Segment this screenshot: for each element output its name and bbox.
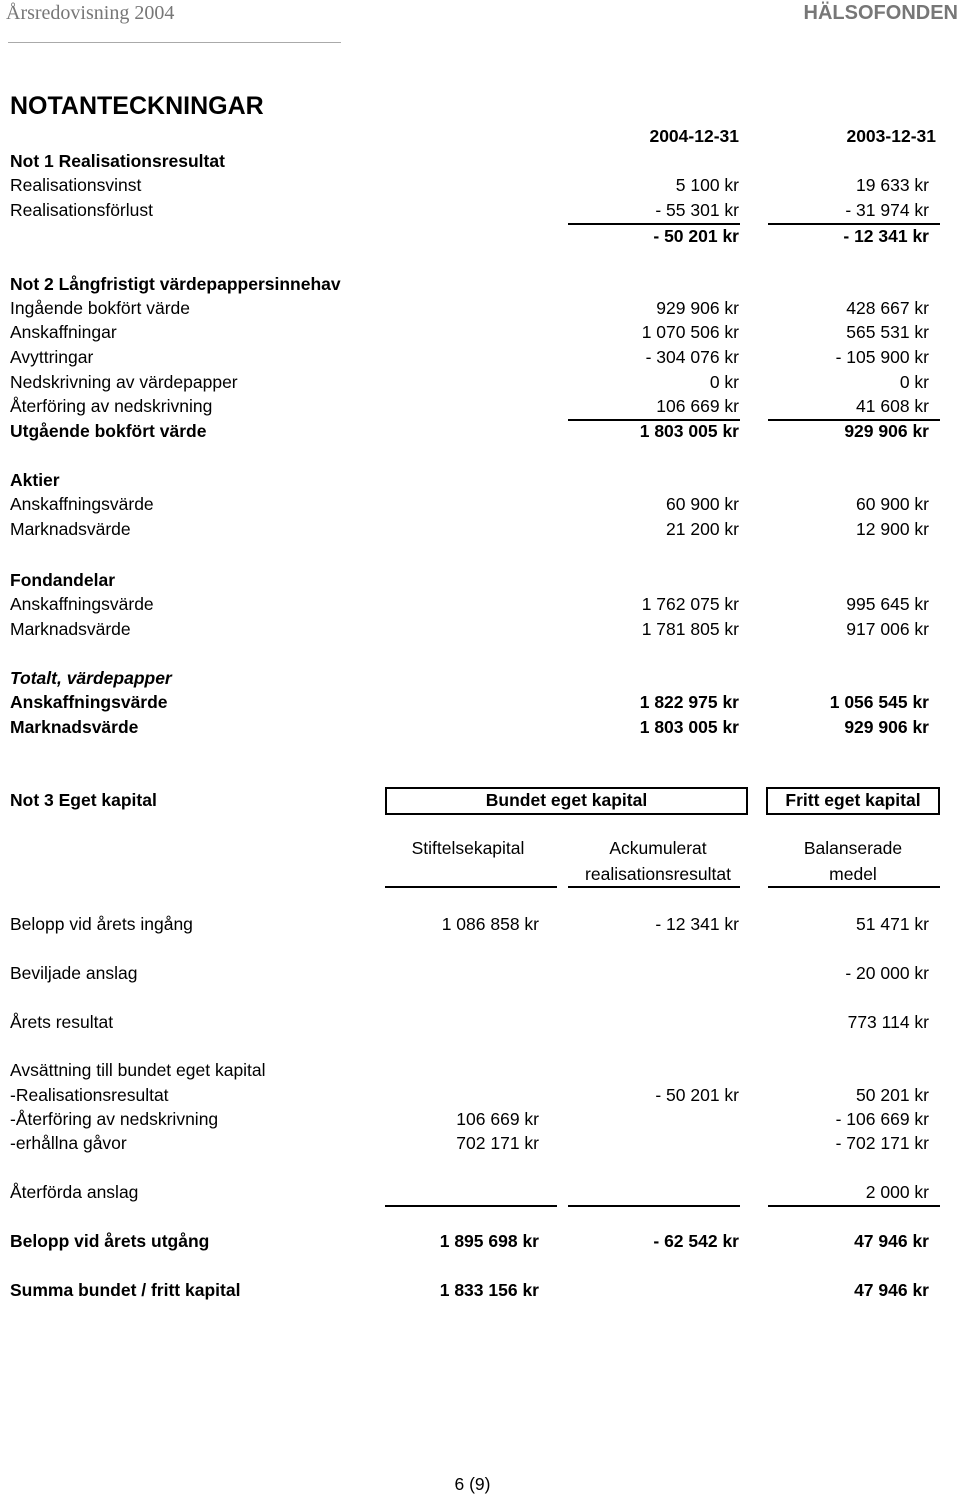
note1-total-2003: - 12 341 kr — [843, 226, 929, 246]
note2-row-value-2004: 929 906 kr — [656, 298, 739, 318]
note1-row-value-2004: - 55 301 kr — [655, 200, 739, 220]
note2-total-2004: 1 803 005 kr — [639, 421, 739, 441]
note2-total-2003: 929 906 kr — [844, 421, 929, 441]
aktier-value-2003: 60 900 kr — [856, 494, 929, 514]
note1-row-value-2004: 5 100 kr — [675, 175, 739, 195]
note2-row-label: Nedskrivning av värdepapper — [10, 372, 238, 392]
sum-rule — [385, 1205, 557, 1207]
note2-row-value-2003: 565 531 kr — [846, 322, 929, 342]
totalt-heading: Totalt, värdepapper — [10, 668, 172, 688]
note2-row-label: Ingående bokfört värde — [10, 298, 190, 318]
real-c3: 50 201 kr — [856, 1085, 929, 1105]
header-rule — [568, 886, 740, 888]
totalt-value-2003: 1 056 545 kr — [829, 692, 929, 712]
note3-heading: Not 3 Eget kapital — [10, 790, 157, 810]
fondandelar-value-2004: 1 781 805 kr — [641, 619, 739, 639]
note2-row-value-2004: 106 669 kr — [656, 396, 739, 416]
avsattning-label: Avsättning till bundet eget kapital — [10, 1060, 266, 1080]
note1-row-label: Realisationsförlust — [10, 200, 153, 220]
aktier-row-label: Anskaffningsvärde — [10, 494, 154, 514]
col-balanserade-line2: medel — [829, 864, 877, 884]
aterforda-label: Återförda anslag — [10, 1182, 139, 1202]
ingang-label: Belopp vid årets ingång — [10, 914, 193, 934]
note2-row-value-2003: - 105 900 kr — [835, 347, 929, 367]
real-label: -Realisationsresultat — [10, 1085, 169, 1105]
col-ackumulerat-line1: Ackumulerat — [609, 838, 707, 858]
real-c2: - 50 201 kr — [655, 1085, 739, 1105]
sum-rule — [768, 223, 940, 225]
note2-row-value-2004: 1 070 506 kr — [641, 322, 739, 342]
sum-rule — [768, 1205, 940, 1207]
note2-row-value-2003: 0 kr — [899, 372, 929, 392]
resultat-c3: 773 114 kr — [847, 1012, 929, 1032]
note1-row-value-2003: 19 633 kr — [856, 175, 929, 195]
fondandelar-value-2003: 995 645 kr — [846, 594, 929, 614]
fritt-eget-kapital-box: Fritt eget kapital — [766, 787, 940, 815]
note2-row-value-2004: 0 kr — [709, 372, 739, 392]
totalt-value-2004: 1 803 005 kr — [639, 717, 739, 737]
note2-heading: Not 2 Långfristigt värdepappersinnehav — [10, 274, 341, 294]
note2-row-label: Anskaffningar — [10, 322, 117, 342]
col-balanserade-line1: Balanserade — [803, 838, 903, 858]
header-rule — [385, 886, 557, 888]
utgang-c1: 1 895 698 kr — [439, 1231, 539, 1251]
sum-rule — [568, 223, 740, 225]
page-title: NOTANTECKNINGAR — [10, 92, 264, 120]
totalt-row-label: Marknadsvärde — [10, 717, 139, 737]
fondandelar-heading: Fondandelar — [10, 570, 116, 590]
ingang-c2: - 12 341 kr — [655, 914, 739, 934]
note1-total-2004: - 50 201 kr — [653, 226, 739, 246]
aktier-heading: Aktier — [10, 470, 60, 490]
header-rule — [768, 886, 940, 888]
utgang-c2: - 62 542 kr — [653, 1231, 739, 1251]
col-header-2003: 2003-12-31 — [846, 126, 936, 146]
beviljade-label: Beviljade anslag — [10, 963, 138, 983]
fondandelar-value-2004: 1 762 075 kr — [641, 594, 739, 614]
utgang-c3: 47 946 kr — [854, 1231, 929, 1251]
note2-row-label: Avyttringar — [10, 347, 94, 367]
summa-label: Summa bundet / fritt kapital — [10, 1280, 241, 1300]
aktier-value-2004: 60 900 kr — [666, 494, 739, 514]
note2-total-label: Utgående bokfört värde — [10, 421, 207, 441]
utgang-label: Belopp vid årets utgång — [10, 1231, 210, 1251]
col-ackumulerat-line2: realisationsresultat — [585, 864, 731, 884]
sum-rule — [568, 1205, 740, 1207]
note2-row-value-2003: 428 667 kr — [846, 298, 929, 318]
fondandelar-value-2003: 917 006 kr — [846, 619, 929, 639]
gavor-c1: 702 171 kr — [456, 1133, 539, 1153]
report-title: Årsredovisning 2004 — [6, 2, 175, 24]
note1-heading: Not 1 Realisationsresultat — [10, 151, 225, 171]
note1-row-label: Realisationsvinst — [10, 175, 142, 195]
col-stiftelsekapital: Stiftelsekapital — [411, 838, 525, 858]
header-divider — [8, 42, 341, 43]
aktier-row-label: Marknadsvärde — [10, 519, 131, 539]
fondandelar-row-label: Marknadsvärde — [10, 619, 131, 639]
gavor-c3: - 702 171 kr — [835, 1133, 929, 1153]
aterforing-label: -Återföring av nedskrivning — [10, 1109, 219, 1129]
bundet-eget-kapital-box: Bundet eget kapital — [385, 787, 748, 815]
organization-name: HÄLSOFONDEN — [803, 2, 958, 24]
gavor-label: -erhållna gåvor — [10, 1133, 127, 1153]
summa-c1: 1 833 156 kr — [439, 1280, 539, 1300]
totalt-value-2003: 929 906 kr — [844, 717, 929, 737]
col-header-2004: 2004-12-31 — [649, 126, 739, 146]
aterforing-c3: - 106 669 kr — [835, 1109, 929, 1129]
aterforda-c3: 2 000 kr — [865, 1182, 929, 1202]
note2-row-label: Återföring av nedskrivning — [10, 396, 213, 416]
totalt-value-2004: 1 822 975 kr — [639, 692, 739, 712]
page-number: 6 (9) — [454, 1474, 491, 1494]
aktier-value-2004: 21 200 kr — [666, 519, 739, 539]
beviljade-c3: - 20 000 kr — [845, 963, 929, 983]
note1-row-value-2003: - 31 974 kr — [845, 200, 929, 220]
note2-row-value-2003: 41 608 kr — [856, 396, 929, 416]
aktier-value-2003: 12 900 kr — [856, 519, 929, 539]
totalt-row-label: Anskaffningsvärde — [10, 692, 168, 712]
ingang-c3: 51 471 kr — [856, 914, 929, 934]
aterforing-c1: 106 669 kr — [456, 1109, 539, 1129]
summa-c3: 47 946 kr — [854, 1280, 929, 1300]
fondandelar-row-label: Anskaffningsvärde — [10, 594, 154, 614]
note2-row-value-2004: - 304 076 kr — [645, 347, 739, 367]
resultat-label: Årets resultat — [10, 1012, 114, 1032]
ingang-c1: 1 086 858 kr — [441, 914, 539, 934]
